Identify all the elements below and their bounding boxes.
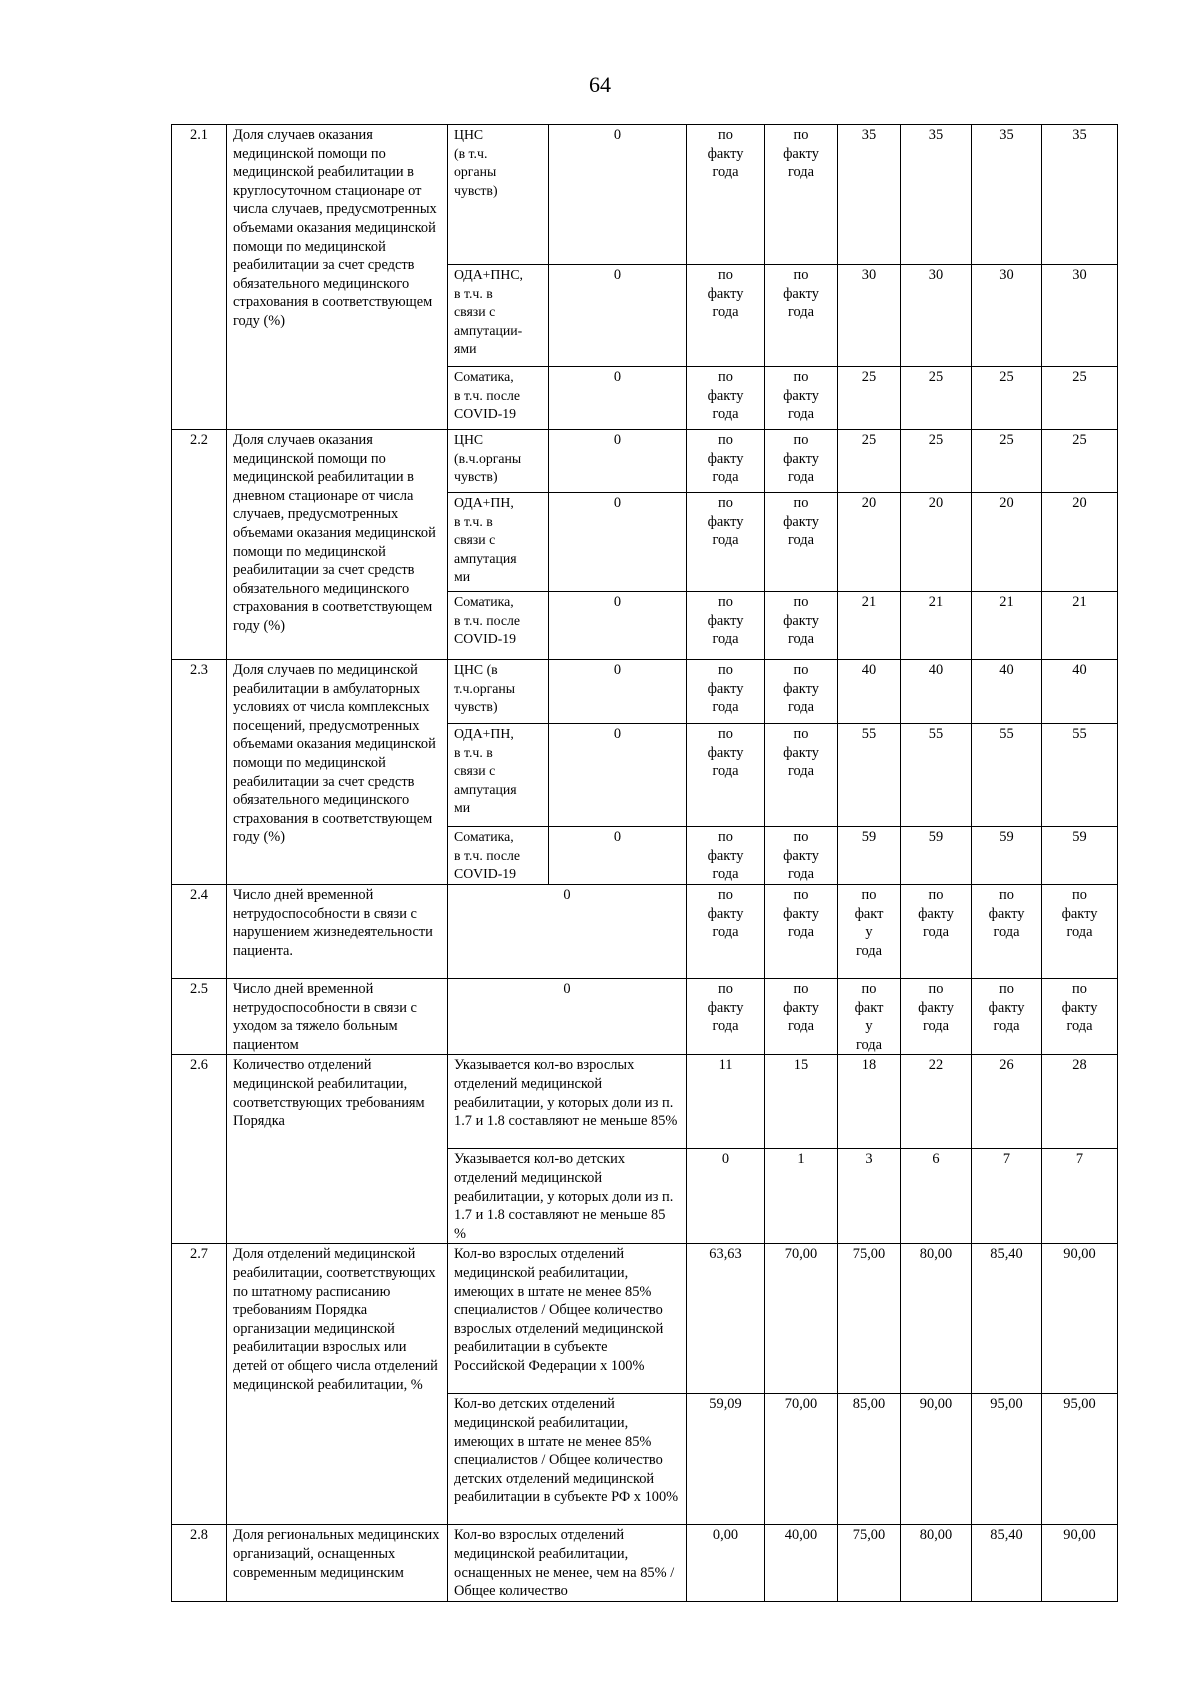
base-value: 0 [448,979,687,1055]
value-cell: 0 [687,1149,765,1244]
page-number: 64 [589,72,611,97]
value-cell: по факту года [687,724,765,827]
profile-name: Соматика, в т.ч. после COVID-19 [448,827,549,885]
value-cell: 70,00 [765,1394,838,1525]
value-cell: 40 [838,660,901,724]
value-cell: 26 [972,1055,1042,1149]
value-cell: по факту года [765,493,838,592]
value-cell: по факту года [972,979,1042,1055]
table-row [172,660,1118,724]
value-cell: 25 [1042,367,1118,430]
row-number: 2.4 [172,885,227,979]
value-cell: 35 [972,125,1042,265]
row-number: 2.6 [172,1055,227,1244]
value-cell: по факт у года [838,885,901,979]
value-cell: 75,00 [838,1525,901,1601]
base-value: 0 [448,885,687,979]
table-row [172,979,1118,1055]
value-cell: 85,40 [972,1525,1042,1601]
value-cell: 90,00 [901,1394,972,1525]
calculation-method: Кол-во взрослых отделений медицинской реабилитации, оснащенных не менее, чем на 85% / Общее количество [448,1525,687,1601]
calculation-method: Кол-во детских отделений медицинской реабилитации, имеющих в штате не менее 85% специалистов / Общее количество детских отделений медицинской реабилитации в субъекте РФ х 100% [448,1394,687,1525]
indicator-name: Доля случаев по медицинской реабилитации в амбулаторных условиях от числа комплексных посещений, предусмотренных объемами оказания медицинской помощи по медицинской реабилитации за счет средств обязательного медицинского страхования в соответствующем году (%) [227,660,448,885]
value-cell: по факту года [765,367,838,430]
value-cell: 63,63 [687,1244,765,1394]
value-cell: 85,40 [972,1244,1042,1394]
value-cell: 30 [972,265,1042,367]
value-cell: 55 [972,724,1042,827]
profile-name: ЦНС (в т.ч. органы чувств) [448,125,549,265]
value-cell: 25 [972,367,1042,430]
indicator-name: Доля случаев оказания медицинской помощи по медицинской реабилитации в круглосуточном стационаре от числа случаев, предусмотренных объемами оказания медицинской помощи по медицинской реабилитации за счет средств обязательного медицинского страхования в соответствующем году (%) [227,125,448,430]
value-cell: по факту года [687,430,765,493]
value-cell: 40,00 [765,1525,838,1601]
base-value: 0 [549,430,687,493]
value-cell: 22 [901,1055,972,1149]
indicator-name: Число дней временной нетрудоспособности в связи с нарушением жизнедеятельности пациента. [227,885,448,979]
value-cell: 25 [901,430,972,493]
value-cell: по факту года [765,265,838,367]
value-cell: 21 [972,592,1042,660]
value-cell: по факту года [687,265,765,367]
value-cell: 30 [1042,265,1118,367]
value-cell: 25 [972,430,1042,493]
value-cell: 40 [1042,660,1118,724]
value-cell: по факту года [687,827,765,885]
value-cell: по факту года [1042,885,1118,979]
value-cell: по факту года [687,493,765,592]
value-cell: 59 [1042,827,1118,885]
value-cell: по факту года [687,367,765,430]
value-cell: по факту года [1042,979,1118,1055]
value-cell: 25 [838,430,901,493]
row-number: 2.1 [172,125,227,430]
value-cell: 20 [972,493,1042,592]
base-value: 0 [549,125,687,265]
value-cell: 28 [1042,1055,1118,1149]
value-cell: по факту года [687,592,765,660]
value-cell: 0,00 [687,1525,765,1601]
value-cell: 7 [1042,1149,1118,1244]
value-cell: по факту года [901,979,972,1055]
row-number: 2.8 [172,1525,227,1601]
value-cell: 25 [901,367,972,430]
value-cell: по факту года [765,724,838,827]
value-cell: 1 [765,1149,838,1244]
value-cell: 20 [901,493,972,592]
row-number: 2.3 [172,660,227,885]
value-cell: 7 [972,1149,1042,1244]
value-cell: 59 [901,827,972,885]
value-cell: 70,00 [765,1244,838,1394]
value-cell: 21 [838,592,901,660]
value-cell: 35 [901,125,972,265]
base-value: 0 [549,724,687,827]
value-cell: по факту года [765,660,838,724]
value-cell: по факт у года [838,979,901,1055]
value-cell: 75,00 [838,1244,901,1394]
value-cell: 18 [838,1055,901,1149]
base-value: 0 [549,493,687,592]
calculation-method: Указывается кол-во детских отделений медицинской реабилитации, у которых доли из п. 1.7 и 1.8 составляют не меньше 85 % [448,1149,687,1244]
profile-name: ОДА+ПН, в т.ч. в связи с ампутация ми [448,724,549,827]
profile-name: ОДА+ПН, в т.ч. в связи с ампутация ми [448,493,549,592]
value-cell: по факту года [972,885,1042,979]
value-cell: 85,00 [838,1394,901,1525]
value-cell: 3 [838,1149,901,1244]
value-cell: 80,00 [901,1525,972,1601]
value-cell: 59 [972,827,1042,885]
value-cell: 80,00 [901,1244,972,1394]
value-cell: по факту года [765,430,838,493]
profile-name: ЦНС (в т.ч.органы чувств) [448,660,549,724]
value-cell: по факту года [765,885,838,979]
value-cell: 35 [1042,125,1118,265]
table-row [172,430,1118,493]
value-cell: по факту года [765,125,838,265]
base-value: 0 [549,660,687,724]
value-cell: 6 [901,1149,972,1244]
indicators-table [171,124,1118,1602]
row-number: 2.2 [172,430,227,660]
value-cell: 30 [838,265,901,367]
indicator-name: Доля случаев оказания медицинской помощи по медицинской реабилитации в дневном стационаре от числа случаев, предусмотренных объемами оказания медицинской помощи по медицинской реабилитации за счет средств обязательного медицинского страхования в соответствующем году (%) [227,430,448,660]
value-cell: 90,00 [1042,1525,1118,1601]
value-cell: 15 [765,1055,838,1149]
table-row [172,1244,1118,1394]
value-cell: 55 [1042,724,1118,827]
base-value: 0 [549,592,687,660]
table-row [172,1055,1118,1149]
indicator-name: Число дней временной нетрудоспособности в связи с уходом за тяжело больным пациентом [227,979,448,1055]
value-cell: 40 [901,660,972,724]
value-cell: 30 [901,265,972,367]
profile-name: Соматика, в т.ч. после COVID-19 [448,592,549,660]
value-cell: 95,00 [972,1394,1042,1525]
value-cell: 55 [838,724,901,827]
base-value: 0 [549,265,687,367]
value-cell: 21 [1042,592,1118,660]
profile-name: ОДА+ПНС, в т.ч. в связи с ампутации- ями [448,265,549,367]
value-cell: по факту года [901,885,972,979]
row-number: 2.5 [172,979,227,1055]
value-cell: 11 [687,1055,765,1149]
table-row [172,885,1118,979]
value-cell: по факту года [765,827,838,885]
value-cell: 25 [838,367,901,430]
value-cell: 59 [838,827,901,885]
base-value: 0 [549,827,687,885]
value-cell: 21 [901,592,972,660]
base-value: 0 [549,367,687,430]
value-cell: по факту года [687,125,765,265]
calculation-method: Указывается кол-во взрослых отделений медицинской реабилитации, у которых доли из п. 1.7 и 1.8 составляют не меньше 85% [448,1055,687,1149]
value-cell: 20 [1042,493,1118,592]
value-cell: 20 [838,493,901,592]
value-cell: по факту года [687,885,765,979]
value-cell: по факту года [687,660,765,724]
row-number: 2.7 [172,1244,227,1525]
value-cell: 35 [838,125,901,265]
table-row [172,1525,1118,1601]
value-cell: по факту года [765,592,838,660]
calculation-method: Кол-во взрослых отделений медицинской реабилитации, имеющих в штате не менее 85% специалистов / Общее количество взрослых отделений медицинской реабилитации в субъекте Российской Федерации х 100% [448,1244,687,1394]
value-cell: по факту года [765,979,838,1055]
value-cell: 40 [972,660,1042,724]
value-cell: 95,00 [1042,1394,1118,1525]
value-cell: 59,09 [687,1394,765,1525]
profile-name: Соматика, в т.ч. после COVID-19 [448,367,549,430]
indicator-name: Доля региональных медицинских организаций, оснащенных современным медицинским [227,1525,448,1601]
value-cell: 25 [1042,430,1118,493]
indicator-name: Количество отделений медицинской реабилитации, соответствующих требованиям Порядка [227,1055,448,1244]
value-cell: по факту года [687,979,765,1055]
profile-name: ЦНС (в.ч.органы чувств) [448,430,549,493]
table-row [172,125,1118,265]
value-cell: 90,00 [1042,1244,1118,1394]
value-cell: 55 [901,724,972,827]
indicator-name: Доля отделений медицинской реабилитации, соответствующих по штатному расписанию требованиям Порядка организации медицинской реабилитации взрослых или детей от общего числа отделений медицинской реабилитации, % [227,1244,448,1525]
